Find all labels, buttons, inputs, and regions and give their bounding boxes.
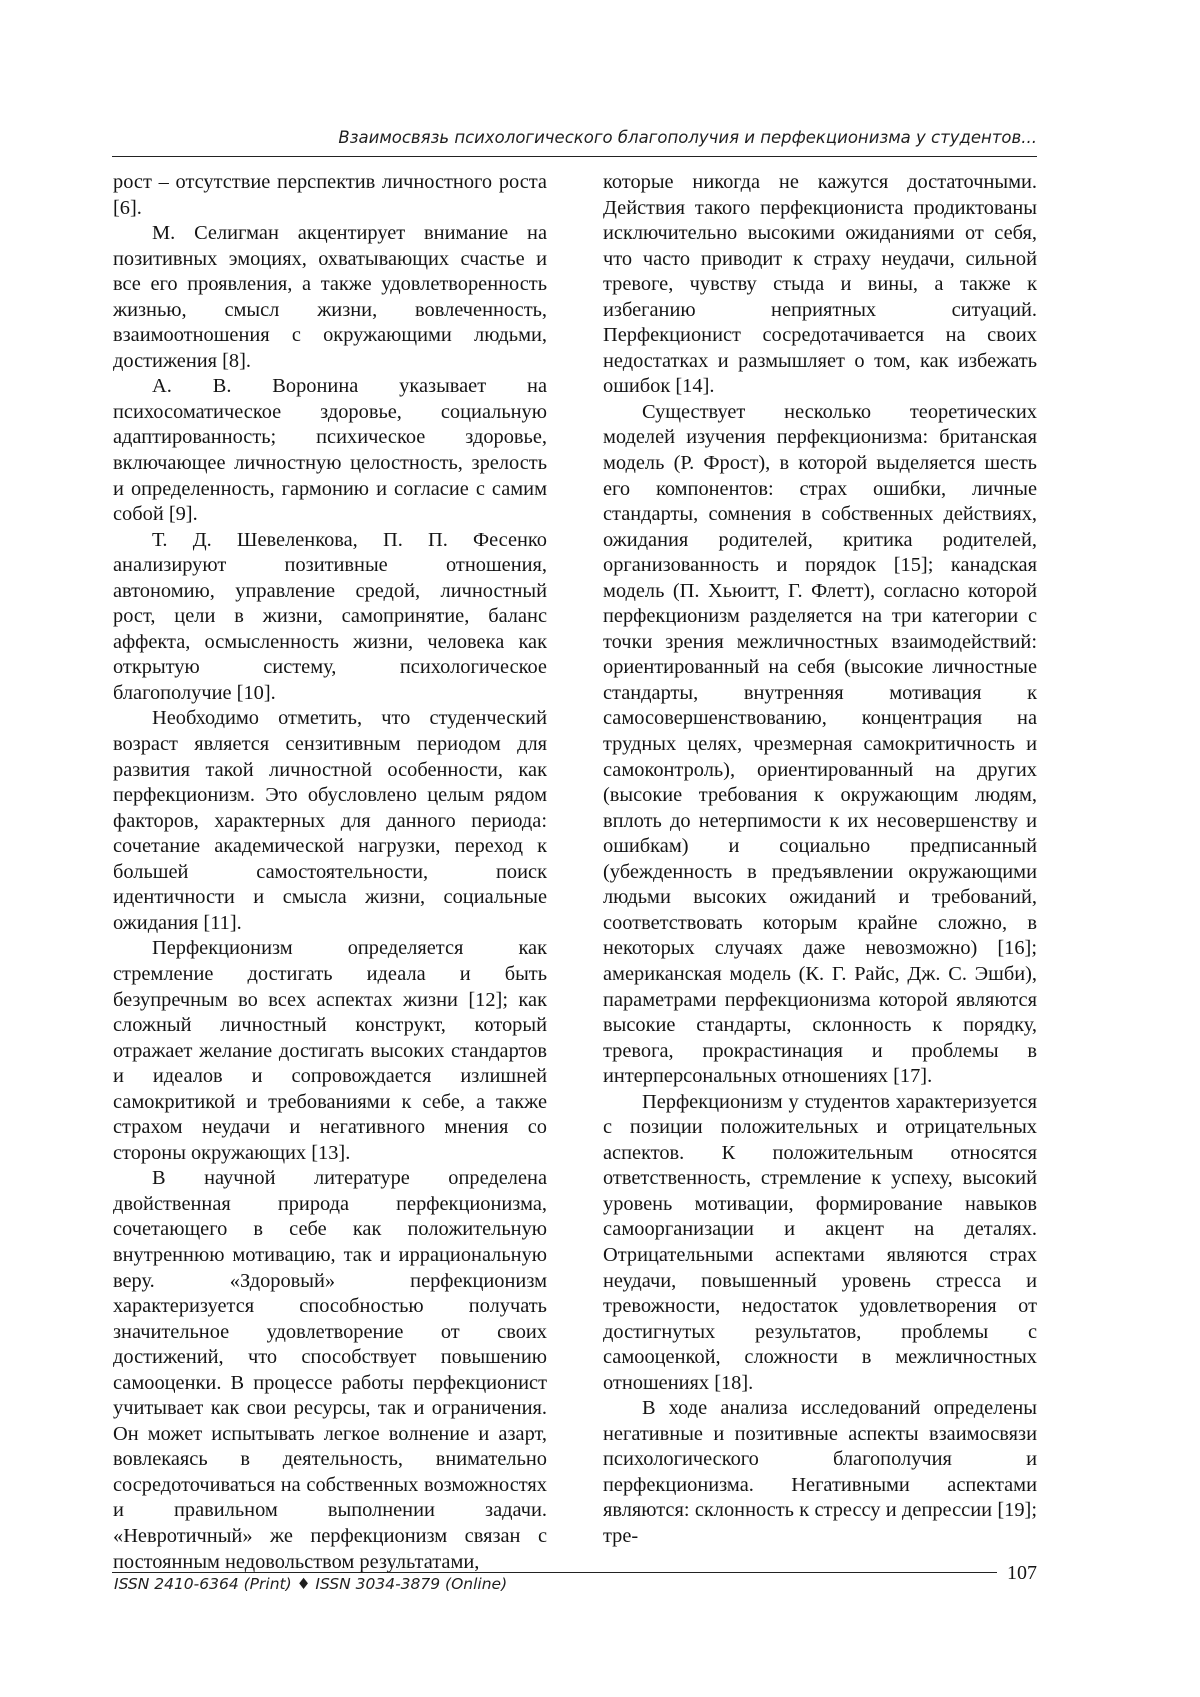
paragraph: Перфекционизм определяется как стремление достигать идеала и быть безупречным во всех аспектах жизни [12]; как сложный личностный конструкт, который отражает желание достигать высоких стандартов и идеалов и сопровождается излишней самокритикой и требованиями к себе, а также страхом неудачи и негативного мнения со стороны окружающих [13]. xyxy=(113,937,547,1164)
header-rule xyxy=(112,156,1037,157)
paragraph: рост – отсутствие перспектив личностного роста [6]. xyxy=(113,171,547,219)
paragraph: М. Селигман акцентирует внимание на позитивных эмоциях, охватывающих счастье и все его проявления, а также удовлетворенность жизнью, смысл жизни, вовлеченность, взаимоотношения с окружающими людьми, достижения [8]. xyxy=(113,222,547,372)
paragraph: В научной литературе определена двойственная природа перфекционизма, сочетающего в себе как положительную внутреннюю мотивацию, так и иррациональную веру. «Здоровый» перфекционизм характеризуется способностью получать значительное удовлетворение от своих достижений, что способствует повышению самооценки. В процессе работы перфекционист учитывает как свои ресурсы, так и ограничения. Он может испытывать легкое волнение и азарт, вовлекаясь в деятельность, внимательно сосредоточиваться на собственных возможностях и правильном выполнении задачи. «Невротичный» же перфекционизм связан с постоянным недовольством результатами, xyxy=(113,1167,547,1573)
paragraph: которые никогда не кажутся достаточными. Действия такого перфекциониста продиктованы исключительно высокими ожиданиями от себя, что часто приводит к страху неудачи, сильной тревоге, чувству стыда и вины, а также к избеганию неприятных ситуаций. Перфекционист сосредотачивается на своих недостатках и размышляет о том, как избежать ошибок [14]. xyxy=(603,171,1037,398)
paragraph: А. В. Воронина указывает на психосоматическое здоровье, социальную адаптированность; психическое здоровье, включающее личностную целостность, зрелость и определенность, гармонию и согласие с самим собой [9]. xyxy=(113,375,547,526)
paragraph: В ходе анализа исследований определены негативные и позитивные аспекты взаимосвязи психологического благополучия и перфекционизма. Негативными аспектами являются: склонность к стрессу и депрессии [19]; тре- xyxy=(603,1397,1037,1547)
paragraph: Необходимо отметить, что студенческий возраст является сензитивным периодом для развития такой личностной особенности, как перфекционизм. Это обусловлено целым рядом факторов, характерных для данного периода: сочетание академической нагрузки, переход к большей самостоятельности, поиск идентичности и смысла жизни, социальные ожидания [11]. xyxy=(113,707,547,934)
issn-line: ISSN 2410-6364 (Print) ♦ ISSN 3034-3879 (Online) xyxy=(114,1575,508,1593)
left-column xyxy=(113,170,547,1575)
footer-rule xyxy=(112,1572,997,1573)
page-number: 107 xyxy=(1007,1562,1037,1584)
paragraph: Существует несколько теоретических моделей изучения перфекционизма: британская модель (Р. Фрост), в которой выделяется шесть его компонентов: страх ошибки, личные стандарты, сомнения в собственных действиях, ожидания родителей, критика родителей, организованность и порядок [15]; канадская модель (П. Хьюитт, Г. Флетт), согласно которой перфекционизм разделяется на три категории с точки зрения межличностных взаимодействий: ориентированный на себя (высокие личностные стандарты, внутренняя мотивация к самосовершенствованию, концентрация на трудных целях, чрезмерная самокритичность и самоконтроль), ориентированный на других (высокие требования к окружающим людям, вплоть до нетерпимости к их несовершенству и ошибкам) и социально предписанный (убежденность в предъявлении окружающими людьми высоких ожиданий и требований, соответствовать которым крайне сложно, в некоторых случаях даже невозможно) [16]; американская модель (К. Г. Райс, Дж. С. Эшби), параметрами перфекционизма которой являются высокие стандарты, склонность к порядку, тревога, прокрастинация и проблемы в интерперсональных отношениях [17]. xyxy=(603,400,1037,1088)
paragraph: Т. Д. Шевеленкова, П. П. Фесенко анализируют позитивные отношения, автономию, управление средой, личностный рост, цели в жизни, самопринятие, баланс аффекта, осмысленность жизни, человека как открытую систему, психологическое благополучие [10]. xyxy=(113,528,547,704)
paragraph: Перфекционизм у студентов характеризуется с позиции положительных и отрицательных аспектов. К положительным относятся ответственность, стремление к успеху, высокий уровень мотивации, формирование навыков самоорганизации и акцент на деталях. Отрицательными аспектами являются страх неудачи, повышенный уровень стресса и тревожности, недостаток удовлетворения от достигнутых результатов, проблемы с самооценкой, сложности в межличностных отношениях [18]. xyxy=(603,1090,1037,1394)
right-column xyxy=(603,170,1037,1550)
running-title: Взаимосвязь психологического благополучия и перфекционизма у студентов... xyxy=(338,128,1037,147)
